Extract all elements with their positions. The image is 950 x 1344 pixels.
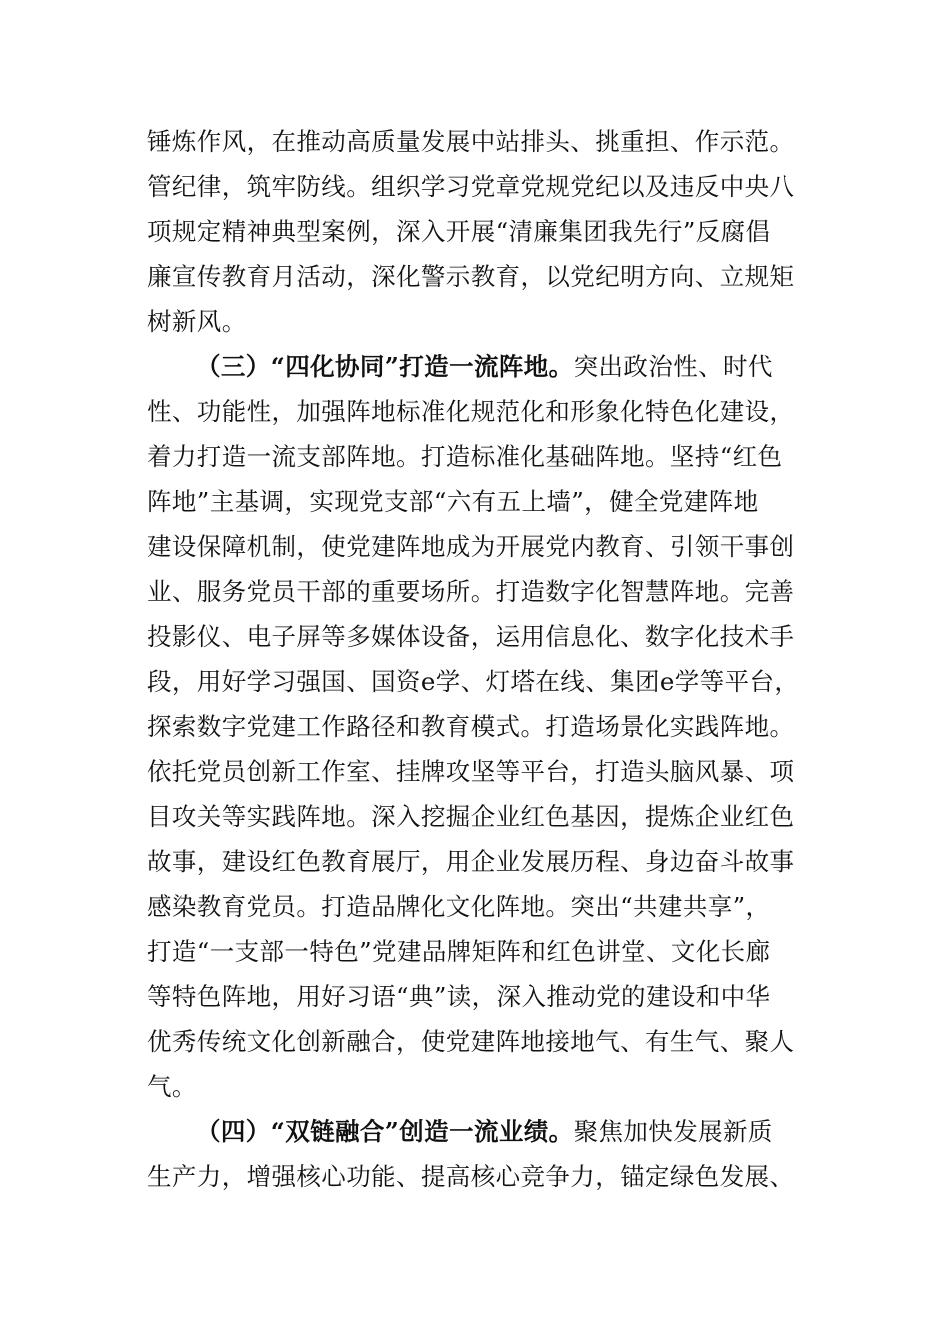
line-text: 气。 — [147, 1072, 197, 1101]
line-text: 项规定精神典型案例，深入开展“清廉集团我先行”反腐倡 — [147, 217, 771, 246]
text-line — [147, 752, 827, 792]
text-line — [147, 482, 827, 522]
line-text: 锤炼作风，在推动高质量发展中站排头、挑重担、作示范。 — [147, 127, 795, 156]
line-text: 业、服务党员干部的重要场所。打造数字化智慧阵地。完善 — [147, 577, 795, 606]
line-text: 段，用好学习强国、国资e学、灯塔在线、集团e学等平台， — [147, 667, 800, 696]
text-line — [147, 302, 827, 342]
line-text: 等特色阵地，用好习语“典”读，深入推动党的建设和中华 — [147, 982, 771, 1011]
text-line — [147, 392, 827, 432]
section-heading: （四）“双链融合”创造一流业绩。 — [196, 1117, 574, 1146]
line-text: 管纪律，筑牢防线。组织学习党章党规党纪以及违反中央八 — [147, 172, 795, 201]
line-text: 聚焦加快发展新质 — [573, 1117, 773, 1146]
text-line — [147, 1067, 827, 1107]
text-line — [147, 167, 827, 207]
text-line — [147, 617, 827, 657]
section-heading: （三）“四化协同”打造一流阵地。 — [196, 352, 574, 381]
text-line — [147, 122, 827, 162]
text-line — [147, 932, 827, 972]
line-text: 感染教育党员。打造品牌化文化阵地。突出“共建共享”， — [147, 892, 771, 921]
line-text: 建设保障机制，使党建阵地成为开展党内教育、引领干事创 — [147, 532, 795, 561]
line-text: 生产力，增强核心功能、提高核心竞争力，锚定绿色发展、 — [147, 1162, 795, 1191]
text-line — [147, 977, 827, 1017]
line-text: 探索数字党建工作路径和教育模式。打造场景化实践阵地。 — [147, 712, 795, 741]
text-line — [147, 842, 827, 882]
line-text: 突出政治性、时代 — [573, 352, 773, 381]
line-text: 依托党员创新工作室、挂牌攻坚等平台，打造头脑风暴、项 — [147, 757, 795, 786]
text-line — [147, 572, 827, 612]
text-line — [147, 437, 827, 477]
text-line — [147, 212, 827, 252]
text-line — [147, 257, 827, 297]
section-heading-line — [196, 347, 827, 387]
text-line — [147, 1022, 827, 1062]
line-text: 树新风。 — [147, 307, 247, 336]
line-text: 目攻关等实践阵地。深入挖掘企业红色基因，提炼企业红色 — [147, 802, 795, 831]
text-line — [147, 1157, 827, 1197]
text-line — [147, 707, 827, 747]
line-text: 投影仪、电子屏等多媒体设备，运用信息化、数字化技术手 — [147, 622, 795, 651]
line-text: 优秀传统文化创新融合，使党建阵地接地气、有生气、聚人 — [147, 1027, 795, 1056]
line-text: 故事，建设红色教育展厅，用企业发展历程、身边奋斗故事 — [147, 847, 795, 876]
line-text: 廉宣传教育月活动，深化警示教育，以党纪明方向、立规矩 — [147, 262, 795, 291]
text-line — [147, 887, 827, 927]
text-line — [147, 797, 827, 837]
line-text: 阵地”主基调，实现党支部“六有五上墙”，健全党建阵地 — [147, 487, 759, 516]
section-heading-line — [196, 1112, 827, 1152]
line-text: 打造“一支部一特色”党建品牌矩阵和红色讲堂、文化长廊 — [147, 937, 771, 966]
text-line — [147, 527, 827, 567]
line-text: 着力打造一流支部阵地。打造标准化基础阵地。坚持“红色 — [147, 442, 783, 471]
line-text: 性、功能性，加强阵地标准化规范化和形象化特色化建设， — [147, 397, 795, 426]
text-line — [147, 662, 827, 702]
